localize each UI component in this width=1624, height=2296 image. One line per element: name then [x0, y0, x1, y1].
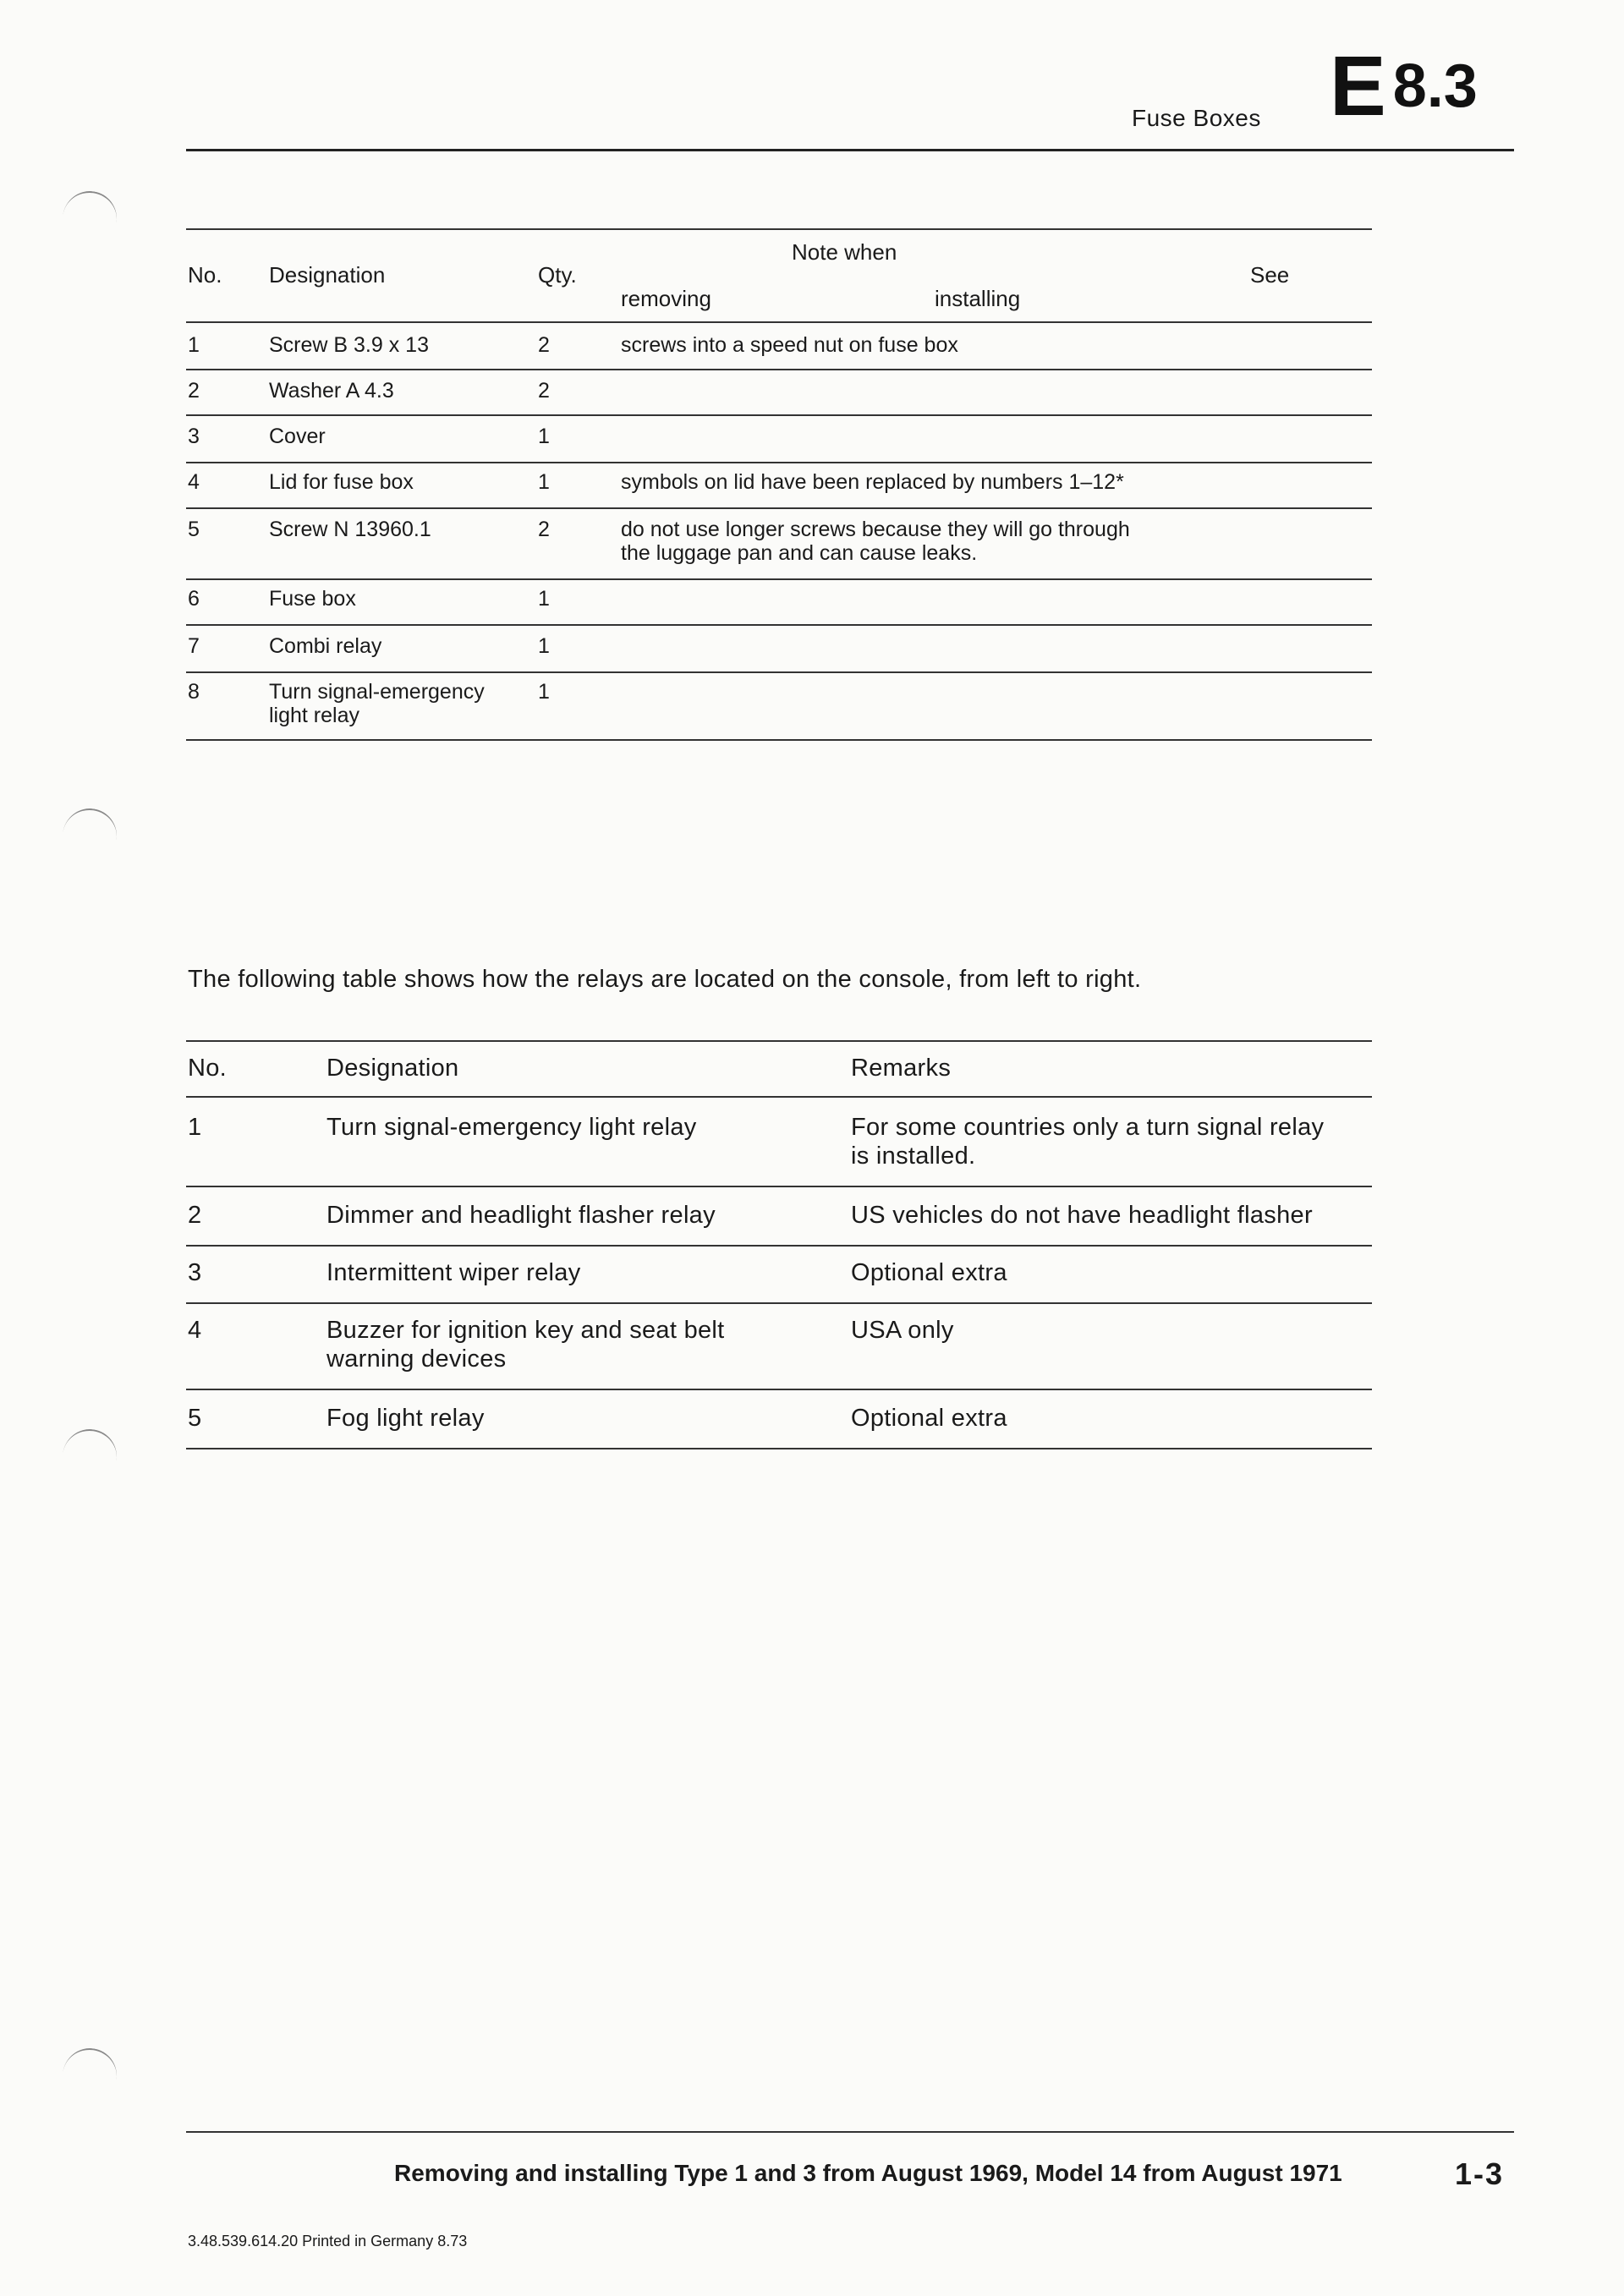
row-no: 3 — [188, 1259, 202, 1286]
row-qty: 1 — [538, 470, 550, 494]
row-note-line2: the luggage pan and can cause leaks. — [621, 541, 978, 565]
binder-hole-mark — [59, 188, 121, 250]
table-rule — [186, 578, 1372, 580]
row-remarks: US vehicles do not have headlight flasher — [851, 1202, 1313, 1229]
row-designation: Intermittent wiper relay — [326, 1259, 581, 1286]
col-header-qty: Qty. — [538, 262, 577, 288]
relay-intro-text: The following table shows how the relays are located on the console, from left to right. — [188, 966, 1142, 993]
table-rule — [186, 507, 1372, 509]
table-rule — [186, 624, 1372, 626]
binder-hole-mark — [59, 805, 121, 868]
row-qty: 1 — [538, 634, 550, 658]
row-qty: 2 — [538, 379, 550, 403]
table-rule — [186, 1302, 1372, 1304]
row-note: do not use longer screws because they will go through — [621, 518, 1130, 541]
row-designation: Fuse box — [269, 587, 356, 611]
row-no: 1 — [188, 1114, 202, 1141]
row-remarks: Optional extra — [851, 1259, 1007, 1286]
row-designation-line2: light relay — [269, 704, 359, 727]
row-no: 3 — [188, 425, 200, 448]
row-qty: 1 — [538, 587, 550, 611]
row-designation-line2: warning devices — [326, 1345, 507, 1373]
row-no: 8 — [188, 680, 200, 704]
row-designation: Cover — [269, 425, 326, 448]
row-remarks: USA only — [851, 1317, 954, 1344]
section-letter: E — [1330, 39, 1386, 134]
col-header-note-when: Note when — [792, 239, 897, 265]
table-rule — [186, 1389, 1372, 1390]
row-note: symbols on lid have been replaced by numbers 1–12* — [621, 470, 1124, 494]
header-rule — [186, 149, 1514, 151]
page-header-title: Fuse Boxes — [1132, 105, 1261, 131]
table-rule — [186, 1245, 1372, 1247]
table-rule — [186, 369, 1372, 370]
table-rule — [186, 462, 1372, 463]
footer-rule — [186, 2131, 1514, 2133]
table-rule — [186, 321, 1372, 323]
row-note: screws into a speed nut on fuse box — [621, 333, 958, 357]
table-rule — [186, 671, 1372, 673]
col-header-no: No. — [188, 262, 222, 288]
row-no: 5 — [188, 1405, 202, 1432]
row-no: 2 — [188, 379, 200, 403]
binder-hole-mark — [59, 2045, 121, 2107]
row-qty: 1 — [538, 425, 550, 448]
row-no: 4 — [188, 1317, 202, 1344]
table-rule — [186, 1040, 1372, 1042]
row-no: 5 — [188, 518, 200, 541]
col-header-designation: Designation — [326, 1055, 459, 1082]
row-designation: Dimmer and headlight flasher relay — [326, 1202, 716, 1229]
section-code — [1330, 39, 1478, 134]
footer-title: Removing and installing Type 1 and 3 from August 1969, Model 14 from August 1971 — [394, 2160, 1342, 2186]
row-no: 2 — [188, 1202, 202, 1229]
row-designation: Turn signal-emergency light relay — [326, 1114, 697, 1141]
page-number: 1-3 — [1455, 2156, 1505, 2191]
binder-hole-mark — [59, 1426, 121, 1488]
row-designation: Combi relay — [269, 634, 382, 658]
row-designation: Screw B 3.9 x 13 — [269, 333, 429, 357]
row-designation: Fog light relay — [326, 1405, 485, 1432]
section-number: 8.3 — [1392, 52, 1478, 120]
col-header-designation: Designation — [269, 262, 386, 288]
row-designation: Buzzer for ignition key and seat belt — [326, 1317, 725, 1344]
table-rule — [186, 739, 1372, 741]
row-designation: Screw N 13960.1 — [269, 518, 431, 541]
table-rule — [186, 1186, 1372, 1187]
col-header-remarks: Remarks — [851, 1055, 952, 1082]
table-rule — [186, 228, 1372, 230]
row-remarks: Optional extra — [851, 1405, 1007, 1432]
row-no: 6 — [188, 587, 200, 611]
row-no: 4 — [188, 470, 200, 494]
table-rule — [186, 414, 1372, 416]
print-code: 3.48.539.614.20 Printed in Germany 8.73 — [188, 2233, 468, 2249]
col-header-see: See — [1250, 262, 1290, 288]
table-rule — [186, 1448, 1372, 1449]
row-remarks: For some countries only a turn signal relay — [851, 1114, 1325, 1141]
table-rule — [186, 1096, 1372, 1098]
row-remarks-line2: is installed. — [851, 1143, 976, 1170]
col-header-installing: installing — [935, 286, 1021, 311]
row-no: 1 — [188, 333, 200, 357]
row-no: 7 — [188, 634, 200, 658]
row-qty: 2 — [538, 333, 550, 357]
row-qty: 2 — [538, 518, 550, 541]
row-designation: Washer A 4.3 — [269, 379, 394, 403]
col-header-no: No. — [188, 1055, 228, 1082]
row-designation: Turn signal-emergency — [269, 680, 485, 704]
row-qty: 1 — [538, 680, 550, 704]
col-header-removing: removing — [621, 286, 711, 311]
row-designation: Lid for fuse box — [269, 470, 414, 494]
